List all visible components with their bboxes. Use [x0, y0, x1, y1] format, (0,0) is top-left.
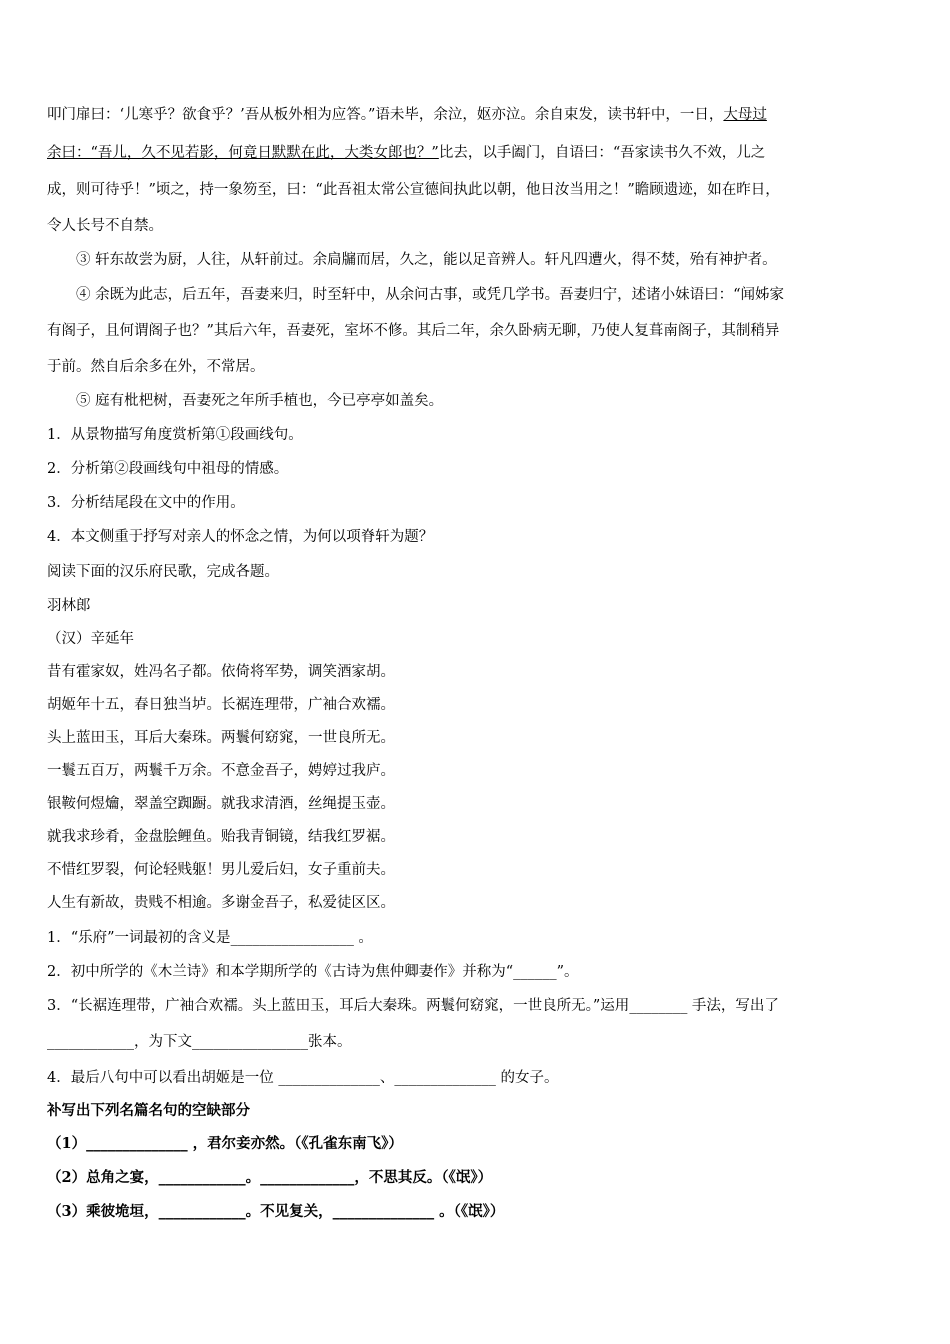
passage-line: 有阁子，且何谓阁子也？”其后六年，吾妻死，室坏不修。其后二年，余久卧病无聊，乃使人复葺南阁子，其制稍异 [47, 323, 780, 339]
question-text: 张本。 [308, 1034, 352, 1050]
fill-item [47, 1166, 907, 1187]
reading-instruction: 阅读下面的汉乐府民歌，完成各题。 [47, 564, 279, 580]
passage-line [47, 103, 907, 124]
poem-line: 不惜红罗裂，何论轻贱躯！男儿爱后妇，女子重前夫。 [47, 862, 395, 878]
question-item [47, 960, 907, 981]
answer-blank: ________ [629, 998, 688, 1014]
fill-text: （3）乘彼垝垣， [47, 1203, 159, 1220]
question-item-continued [47, 1030, 907, 1051]
answer-blank: ______________ [86, 1135, 188, 1152]
question-item [47, 1066, 907, 1087]
poem-line: 银鞍何煜爚，翠盖空踟蹰。就我求清酒，丝绳提玉壶。 [47, 796, 395, 812]
poem-line: 一鬟五百万，两鬟千万余。不意金吾子，娉婷过我庐。 [47, 763, 395, 779]
section-heading: 补写出下列名篇名句的空缺部分 [47, 1102, 250, 1119]
underlined-sentence: 余曰：“吾儿，久不见若影，何竟日默默在此，大类女郎也？” [47, 145, 439, 161]
passage-text: 叩门扉曰：‘儿寒乎？欲食乎？’吾从板外相为应答。”语未毕，余泣，妪亦泣。余自束发，读书轩中，一日， [47, 107, 724, 123]
answer-blank: _________________ [230, 930, 354, 946]
poem-title: 羽林郎 [47, 598, 91, 614]
passage-line: 令人长号不自禁。 [47, 218, 163, 234]
answer-blank: ____________ [47, 1034, 134, 1050]
question-text: 3．“长裾连理带，广袖合欢襦。头上蓝田玉，耳后大秦珠。两鬟何窈窕，一世良所无。”运用 [47, 998, 630, 1014]
paragraph-3: ③ 轩东故尝为厨，人往，从轩前过。余扃牖而居，久之，能以足音辨人。轩凡四遭火，得不焚，殆有神护者。 [76, 252, 777, 268]
fill-item [47, 1200, 907, 1221]
question-text: 。 [358, 930, 373, 946]
question-item: 4．本文侧重于抒写对亲人的怀念之情，为何以项脊轩为题？ [47, 529, 434, 545]
question-item: 1．从景物描写角度赏析第①段画线句。 [47, 427, 303, 443]
answer-blank: ____________ [158, 1169, 246, 1186]
question-text: 的女子。 [500, 1070, 559, 1086]
passage-line: 于前。然自后余多在外，不常居。 [47, 359, 265, 375]
poem-line: 就我求珍肴，金盘脍鲤鱼。贻我青铜镜，结我红罗裾。 [47, 829, 395, 845]
fill-text: （1） [47, 1135, 87, 1152]
question-item: 2．分析第②段画线句中祖母的情感。 [47, 461, 289, 477]
question-item: 3．分析结尾段在文中的作用。 [47, 495, 245, 511]
answer-blank: ______ [513, 964, 557, 980]
fill-text: 。不见复关， [245, 1203, 333, 1220]
fill-text: 。 [245, 1169, 261, 1186]
paragraph-4: ④ 余既为此志，后五年，吾妻来归，时至轩中，从余问古事，或凭几学书。吾妻归宁，述诸小妹语曰：“闻姊家 [76, 287, 785, 303]
question-text: 2．初中所学的《木兰诗》和本学期所学的《古诗为焦仲卿妻作》并称为“ [47, 964, 514, 980]
answer-blank: ______________ [394, 1070, 496, 1086]
poem-line: 昔有霍家奴，姓冯名子都。依倚将军势，调笑酒家胡。 [47, 664, 395, 680]
answer-blank: ________________ [192, 1034, 308, 1050]
question-item [47, 994, 907, 1015]
poem-author: （汉）辛延年 [47, 631, 134, 647]
fill-text: ，君尔妾亦然。（《孔雀东南飞》） [192, 1135, 403, 1152]
fill-text: ，不思其反。（《氓》） [354, 1169, 493, 1186]
answer-blank: ______________ [278, 1070, 380, 1086]
question-text: ，为下文 [134, 1034, 192, 1050]
passage-line: 成，则可待乎！”顷之，持一象笏至，曰：“此吾祖太常公宣德间执此以朝，他日汝当用之！”瞻顾遗迹，如在昨日， [47, 182, 780, 198]
question-text: 、 [379, 1070, 395, 1086]
paragraph-5: ⑤ 庭有枇杷树，吾妻死之年所手植也，今已亭亭如盖矣。 [76, 393, 444, 409]
poem-line: 头上蓝田玉，耳后大秦珠。两鬟何窈窕，一世良所无。 [47, 730, 395, 746]
poem-line: 胡姬年十五，春日独当垆。长裾连理带，广袖合欢襦。 [47, 697, 395, 713]
question-item [47, 926, 907, 947]
question-text: ”。 [556, 964, 579, 980]
passage-line [47, 141, 907, 162]
poem-line: 人生有新故，贵贱不相逾。多谢金吾子，私爱徒区区。 [47, 895, 395, 911]
question-text: 手法，写出了 [691, 998, 779, 1014]
answer-blank: _____________ [260, 1169, 355, 1186]
underlined-sentence: 大母过 [723, 107, 767, 123]
answer-blank: ______________ [332, 1203, 435, 1220]
question-text: 4．最后八句中可以看出胡姬是一位 [47, 1070, 274, 1086]
question-text: 1．“乐府”一词最初的含义是 [47, 930, 231, 946]
fill-item [47, 1132, 907, 1153]
passage-text: 比去，以手阖门，自语曰：“吾家读书久不效，儿之 [438, 145, 766, 161]
fill-text: （2）总角之宴， [47, 1169, 159, 1186]
fill-text: 。（《氓》） [439, 1203, 505, 1220]
answer-blank: ____________ [158, 1203, 246, 1220]
